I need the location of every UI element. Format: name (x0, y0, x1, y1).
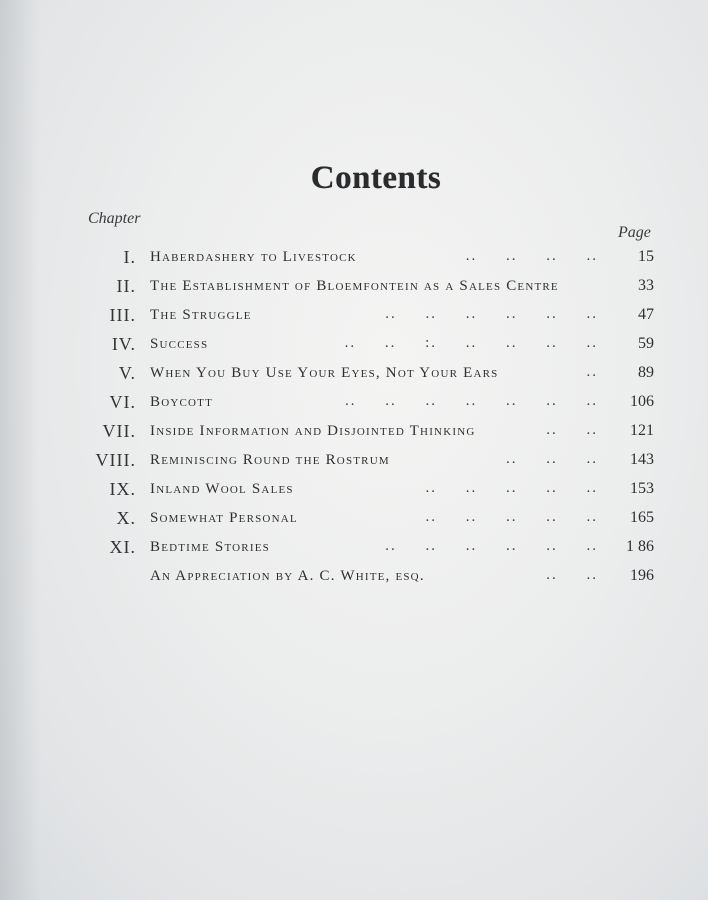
chapter-title: Inside Information and Disjointed Thinking (150, 423, 476, 439)
chapter-number: XI. (109, 537, 136, 557)
contents-row (0, 334, 708, 363)
page-number: 15 (638, 248, 654, 265)
chapter-number: IX. (109, 479, 136, 499)
contents-row (0, 479, 708, 508)
page-number: 165 (630, 509, 654, 526)
dot-leader: .. .. .. .. .. .. .. (345, 393, 598, 409)
page-title: Contents (310, 160, 442, 196)
page-number: 89 (638, 364, 654, 381)
contents-row (0, 566, 708, 595)
contents-row (0, 508, 708, 537)
chapter-title: When You Buy Use Your Eyes, Not Your Ears (150, 365, 499, 381)
page-number: 1 86 (626, 538, 654, 555)
contents-row (0, 276, 708, 305)
chapter-title: Reminiscing Round the Rostrum (150, 452, 390, 468)
page-number: 196 (630, 567, 654, 584)
contents-row (0, 363, 708, 392)
dot-leader: .. .. .. .. .. (425, 480, 598, 496)
dot-leader: .. .. (546, 567, 598, 583)
contents-row (0, 537, 708, 566)
page-number: 121 (630, 422, 654, 439)
chapter-number: VII. (102, 421, 136, 441)
page-number: 143 (630, 451, 654, 468)
chapter-number: IV. (111, 334, 136, 354)
chapter-column-label: Chapter (88, 210, 141, 227)
dot-leader: .. (586, 364, 598, 380)
chapter-number: VI. (109, 392, 136, 412)
dot-leader: .. .. .. .. .. .. (385, 538, 598, 554)
chapter-number: III. (109, 305, 136, 325)
page-column-label: Page (618, 224, 651, 241)
dot-leader: .. .. .. (506, 451, 598, 467)
dot-leader: .. .. .. .. .. .. (385, 306, 598, 322)
dot-leader: .. .. :. .. .. .. .. (344, 335, 598, 351)
chapter-title: Inland Wool Sales (150, 481, 294, 497)
page-number: 47 (638, 306, 654, 323)
chapter-title: Haberdashery to Livestock (150, 249, 357, 265)
contents-row (0, 421, 708, 450)
chapter-title: Somewhat Personal (150, 510, 298, 526)
chapter-title: Success (150, 336, 209, 352)
chapter-number: V. (118, 363, 136, 383)
chapter-number: II. (116, 276, 136, 296)
page-number: 106 (630, 393, 654, 410)
page-number: 59 (638, 335, 654, 352)
dot-leader: .. .. (546, 422, 598, 438)
chapter-title: Boycott (150, 394, 214, 410)
chapter-number: X. (116, 508, 136, 528)
page-number: 153 (630, 480, 654, 497)
chapter-number: I. (123, 247, 136, 267)
contents-row (0, 392, 708, 421)
chapter-title: The Struggle (150, 307, 252, 323)
appendix-title: An Appreciation by A. C. White, esq. (150, 568, 425, 584)
dot-leader: .. .. .. .. .. (425, 509, 598, 525)
dot-leader: .. .. .. .. (465, 248, 598, 264)
chapter-title: The Establishment of Bloemfontein as a Sales Centre (150, 278, 559, 294)
chapter-number: VIII. (95, 450, 136, 470)
contents-row (0, 247, 708, 276)
contents-row (0, 305, 708, 334)
page-number: 33 (638, 277, 654, 294)
contents-list (0, 247, 708, 595)
chapter-title: Bedtime Stories (150, 539, 270, 555)
contents-row (0, 450, 708, 479)
